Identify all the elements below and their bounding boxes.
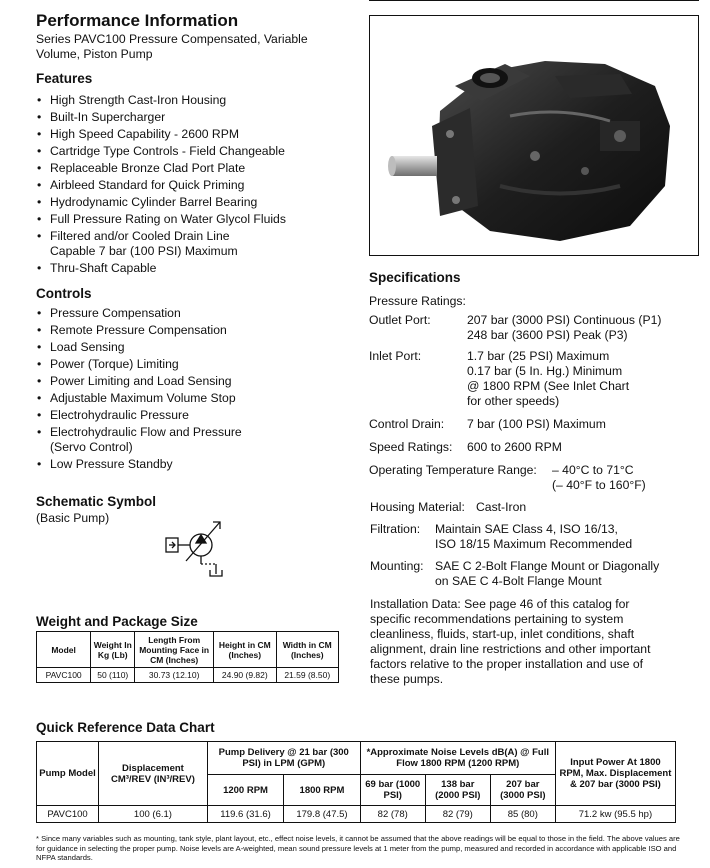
housing-material-label: Housing Material:: [370, 500, 465, 514]
specifications-heading: Specifications: [369, 270, 461, 285]
controls-list: [36, 306, 336, 474]
feature-item: • High Speed Capability - 2600 RPM: [36, 127, 336, 142]
housing-material-value: Cast-Iron: [476, 500, 527, 514]
control-drain-label: Control Drain:: [369, 417, 445, 431]
weight-header-cell: Height in CM (Inches): [214, 632, 276, 668]
control-item: • Low Pressure Standby: [36, 457, 336, 472]
temp-range-celsius: – 40°C to 71°C: [552, 463, 634, 477]
qr-header-69bar: 69 bar (1000 PSI): [360, 775, 425, 806]
mounting-line-1: SAE C 2-Bolt Flange Mount or Diagonally: [435, 559, 660, 573]
inlet-port-max: 1.7 bar (25 PSI) Maximum: [467, 349, 610, 363]
feature-item: • Airbleed Standard for Quick Priming: [36, 178, 336, 193]
feature-item: • Filtered and/or Cooled Drain Line Capable 7 bar (100 PSI) Maximum: [36, 229, 260, 259]
control-item: • Electrohydraulic Flow and Pressure (Servo Control): [36, 425, 265, 455]
feature-item: • Thru-Shaft Capable: [36, 261, 336, 276]
speed-ratings-label: Speed Ratings:: [369, 440, 453, 454]
control-drain-value: 7 bar (100 PSI) Maximum: [467, 417, 606, 431]
feature-item: • Cartridge Type Controls - Field Changeable: [36, 144, 336, 159]
qr-header-row-1: [37, 742, 676, 775]
qr-cell: 85 (80): [490, 806, 555, 823]
mounting-line-2: on SAE C 4-Bolt Flange Mount: [435, 574, 602, 588]
pump-photo: [369, 15, 699, 256]
feature-item: • High Strength Cast-Iron Housing: [36, 93, 336, 108]
schematic-heading: Schematic Symbol: [36, 494, 157, 509]
qr-header-1200rpm: 1200 RPM: [207, 775, 283, 806]
qr-cell: 119.6 (31.6): [207, 806, 283, 823]
features-heading: Features: [36, 71, 93, 86]
outlet-port-peak: 248 bar (3600 PSI) Peak (P3): [467, 328, 628, 342]
feature-item: • Full Pressure Rating on Water Glycol Fluids: [36, 212, 336, 227]
top-rule: [369, 0, 699, 1]
qr-header-1800rpm: 1800 RPM: [284, 775, 360, 806]
inlet-port-min: 0.17 bar (5 In. Hg.) Minimum: [467, 364, 623, 378]
weight-heading: Weight and Package Size: [36, 614, 198, 629]
page-subtitle: Series PAVC100 Pressure Compensated, Variable Volume, Piston Pump: [36, 32, 308, 61]
qr-header-model: Pump Model: [37, 742, 99, 806]
pressure-ratings-label: Pressure Ratings:: [369, 294, 466, 308]
qr-cell: 100 (6.1): [99, 806, 208, 823]
weight-table-header-row: [37, 632, 339, 668]
filtration-line-2: ISO 18/15 Maximum Recommended: [435, 537, 633, 551]
weight-cell: 24.90 (9.82): [214, 668, 276, 683]
temp-range-fahrenheit: (– 40°F to 160°F): [552, 478, 646, 492]
footnote: * Since many variables such as mounting, tank style, plant layout, etc., effect noise levels, it cannot be assumed that the above readings will be equal to those in the field. The above values are for guidance in selecting the proper pump. Noise levels are A-weighted, mean sound pressure levels at 1 meter from the pump, measured and recorded in accordance with applicable ISO and NFPA standards.: [36, 834, 680, 862]
weight-header-cell: Length From Mounting Face in CM (Inches): [135, 632, 214, 668]
control-item: • Adjustable Maximum Volume Stop: [36, 391, 336, 406]
qr-header-noise: *Approximate Noise Levels dB(A) @ Full Flow 1800 RPM (1200 RPM): [360, 742, 555, 775]
mounting-label: Mounting:: [370, 559, 424, 573]
qr-data-row: [37, 806, 676, 823]
inlet-port-note: for other speeds): [467, 394, 560, 408]
weight-cell: 21.59 (8.50): [276, 668, 338, 683]
schematic-caption: (Basic Pump): [36, 511, 110, 525]
weight-header-cell: Weight In Kg (Lb): [91, 632, 135, 668]
qr-header-207bar: 207 bar (3000 PSI): [490, 775, 555, 806]
weight-cell: 30.73 (12.10): [135, 668, 214, 683]
control-item: • Pressure Compensation: [36, 306, 336, 321]
inlet-port-label: Inlet Port:: [369, 349, 422, 363]
qr-cell: 179.8 (47.5): [284, 806, 360, 823]
feature-item: • Replaceable Bronze Clad Port Plate: [36, 161, 336, 176]
control-item: • Remote Pressure Compensation: [36, 323, 336, 338]
control-item: • Power (Torque) Limiting: [36, 357, 336, 372]
qr-header-delivery: Pump Delivery @ 21 bar (300 PSI) in LPM (GPM): [207, 742, 360, 775]
feature-item: • Hydrodynamic Cylinder Barrel Bearing: [36, 195, 336, 210]
qr-cell: 71.2 kw (95.5 hp): [555, 806, 675, 823]
qr-header-138bar: 138 bar (2000 PSI): [425, 775, 490, 806]
qr-cell: 82 (79): [425, 806, 490, 823]
pump-schematic-symbol: [160, 508, 234, 580]
outlet-port-continuous: 207 bar (3000 PSI) Continuous (P1): [467, 313, 662, 327]
filtration-label: Filtration:: [370, 522, 421, 536]
speed-ratings-value: 600 to 2600 RPM: [467, 440, 562, 454]
weight-table: [36, 631, 339, 683]
control-item: • Power Limiting and Load Sensing: [36, 374, 336, 389]
feature-item: • Built-In Supercharger: [36, 110, 336, 125]
specifications-block: [369, 294, 699, 594]
qr-cell: PAVC100: [37, 806, 99, 823]
weight-table-row: [37, 668, 339, 683]
qr-cell: 82 (78): [360, 806, 425, 823]
controls-heading: Controls: [36, 286, 92, 301]
control-item: • Electrohydraulic Pressure: [36, 408, 336, 423]
qr-header-power: Input Power At 1800 RPM, Max. Displacement & 207 bar (3000 PSI): [555, 742, 675, 806]
weight-cell: PAVC100: [37, 668, 91, 683]
temp-range-label: Operating Temperature Range:: [369, 463, 537, 477]
outlet-port-label: Outlet Port:: [369, 313, 431, 327]
page-title: Performance Information: [36, 11, 239, 30]
control-item: • Load Sensing: [36, 340, 336, 355]
pump-illustration: [370, 16, 699, 256]
qr-header-displacement: Displacement CM³/REV (IN³/REV): [99, 742, 208, 806]
weight-header-cell: Model: [37, 632, 91, 668]
weight-cell: 50 (110): [91, 668, 135, 683]
quick-reference-heading: Quick Reference Data Chart: [36, 720, 215, 735]
features-list: [36, 93, 336, 278]
quick-reference-table: [36, 741, 676, 823]
inlet-port-rpm: @ 1800 RPM (See Inlet Chart: [467, 379, 630, 393]
weight-header-cell: Width in CM (Inches): [276, 632, 338, 668]
filtration-line-1: Maintain SAE Class 4, ISO 16/13,: [435, 522, 618, 536]
installation-data: Installation Data: See page 46 of this catalog for specific recommendations pertaining to system cleanliness, fluids, start-up, inlet conditions, shaft alignment, drain line restrictions and other important factors relative to the proper installation and use of these pumps.: [370, 597, 651, 686]
